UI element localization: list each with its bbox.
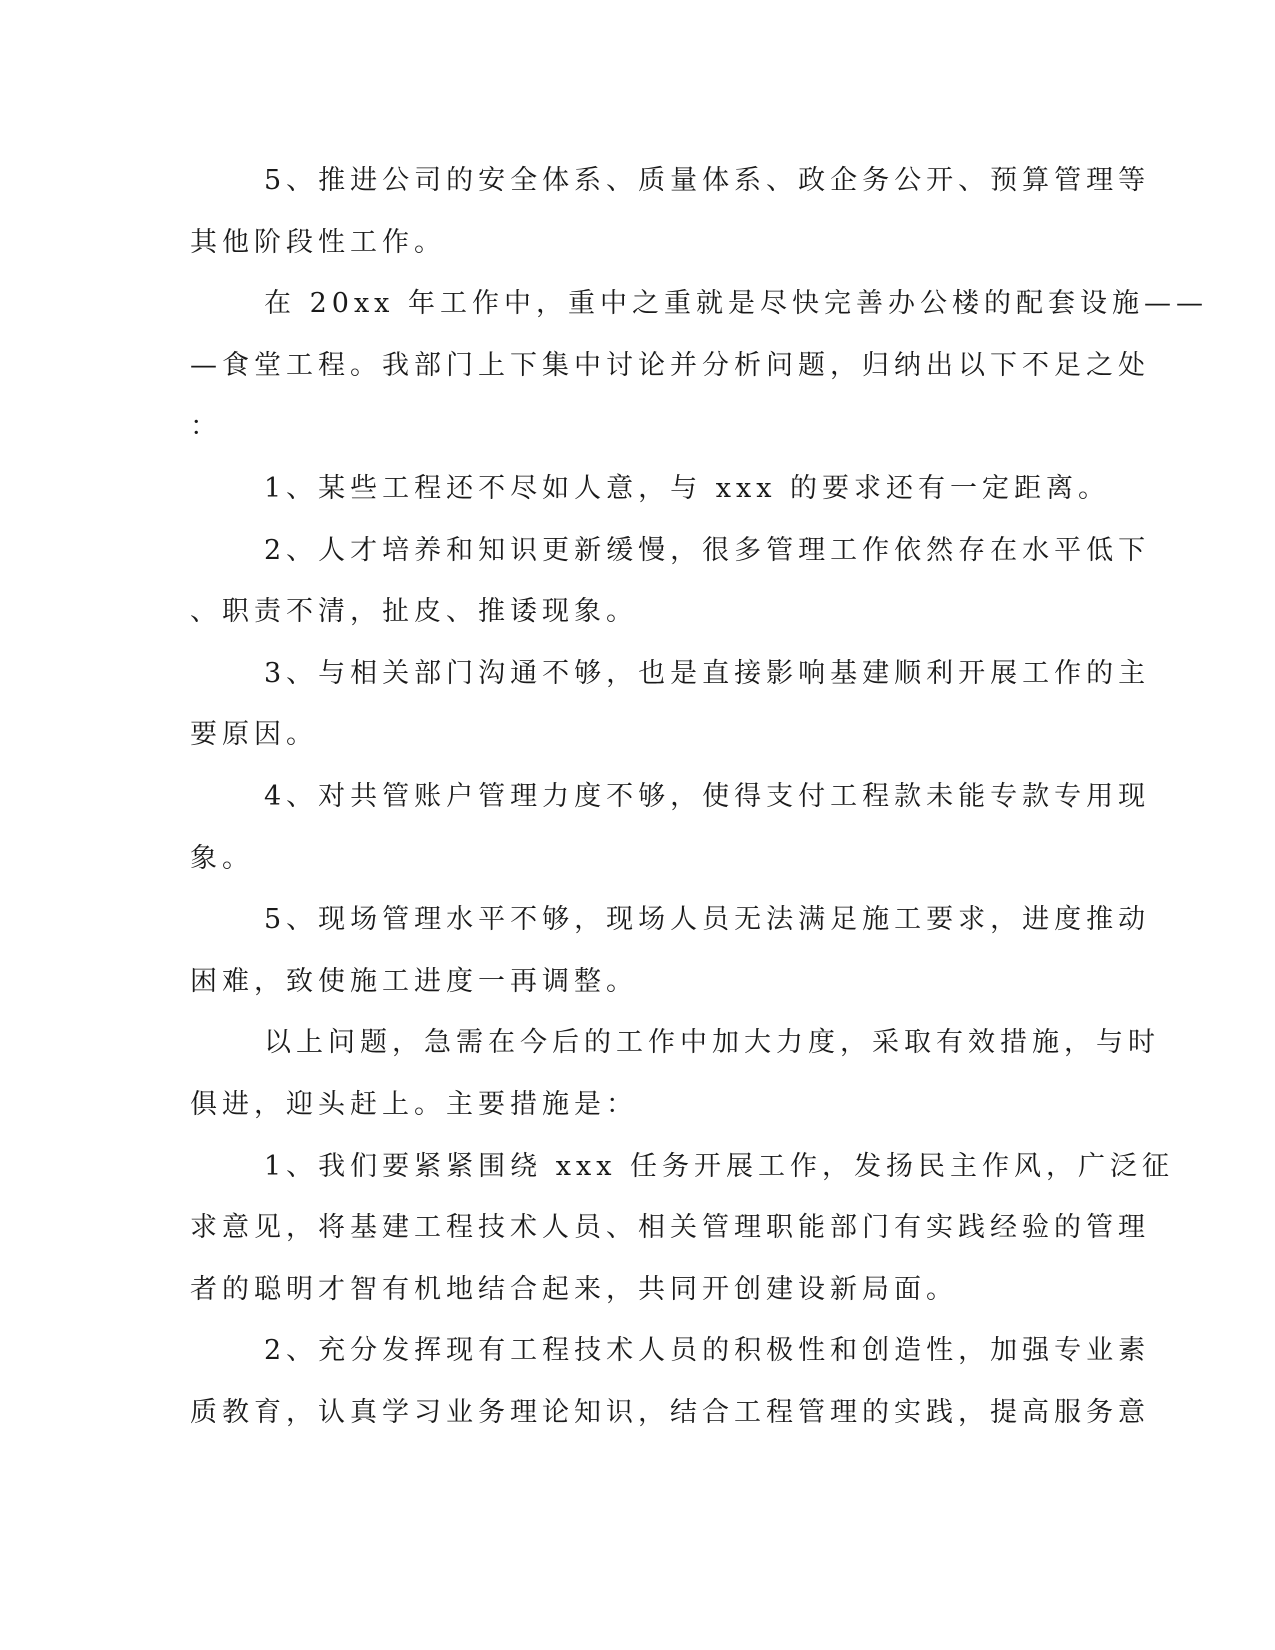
text-line: 质教育，认真学习业务理论知识，结合工程管理的实践，提高服务意 — [190, 1396, 1150, 1428]
text-line: 困难，致使施工进度一再调整。 — [190, 965, 638, 997]
text-line: 以上问题，急需在今后的工作中加大力度，采取有效措施，与时 — [264, 1027, 1160, 1059]
text-line: 2、充分发挥现有工程技术人员的积极性和创造性，加强专业素 — [264, 1335, 1151, 1367]
text-line: 、职责不清，扯皮、推诿现象。 — [190, 596, 638, 628]
text-line: 者的聪明才智有机地结合起来，共同开创建设新局面。 — [190, 1273, 958, 1305]
text-line: 在 20xx 年工作中，重中之重就是尽快完善办公楼的配套设施—— — [264, 288, 1208, 320]
text-line: 1、某些工程还不尽如人意，与 xxx 的要求还有一定距离。 — [264, 472, 1111, 504]
text-line: 要原因。 — [190, 719, 318, 751]
text-line: 俱进，迎头赶上。主要措施是： — [190, 1088, 638, 1120]
text-line: 象。 — [190, 842, 254, 874]
text-line: 2、人才培养和知识更新缓慢，很多管理工作依然存在水平低下 — [264, 534, 1151, 566]
text-line: 1、我们要紧紧围绕 xxx 任务开展工作，发扬民主作风，广泛征 — [264, 1150, 1175, 1182]
text-line: 5、推进公司的安全体系、质量体系、政企务公开、预算管理等 — [264, 165, 1151, 196]
document-body — [190, 150, 1208, 1443]
text-line: 3、与相关部门沟通不够，也是直接影响基建顺利开展工作的主 — [264, 657, 1151, 689]
text-line: 其他阶段性工作。 — [190, 226, 446, 258]
text-line: —食堂工程。我部门上下集中讨论并分析问题，归纳出以下不足之处 — [190, 349, 1150, 381]
text-line: 5、现场管理水平不够，现场人员无法满足施工要求，进度推动 — [264, 904, 1151, 936]
text-line: 4、对共管账户管理力度不够，使得支付工程款未能专款专用现 — [264, 780, 1151, 812]
text-line: 求意见，将基建工程技术人员、相关管理职能部门有实践经验的管理 — [190, 1212, 1150, 1244]
text-line: ： — [190, 411, 222, 443]
